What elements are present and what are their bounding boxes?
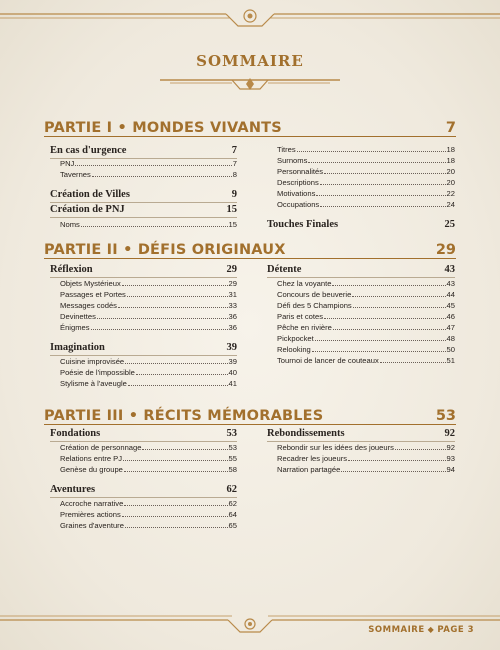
entry-label: Pêche en rivière (277, 323, 332, 332)
leader-dots (324, 318, 446, 319)
leader-dots (353, 307, 446, 308)
entry-label: Devinettes (60, 312, 96, 321)
section-page: 53 (226, 428, 237, 439)
section-rule (50, 202, 237, 203)
part-heading (44, 402, 456, 425)
leader-dots (348, 460, 445, 461)
entry-label: Occupations (277, 200, 320, 209)
entry-page: 45 (446, 301, 455, 310)
leader-dots (122, 285, 228, 286)
section-title: Touches Finales (267, 219, 339, 230)
entry-page: 44 (446, 290, 455, 299)
entry-page: 15 (228, 220, 237, 229)
entry-page: 20 (446, 178, 455, 187)
leader-dots (315, 340, 446, 341)
entry-label: Recadrer les joueurs (277, 454, 348, 463)
section-page: 15 (226, 204, 237, 215)
toc-entry (60, 310, 237, 321)
leader-dots (320, 184, 446, 185)
entry-label: Cuisine improvisée (60, 357, 125, 366)
toc-entry (277, 198, 455, 209)
entry-label: Premières actions (60, 510, 121, 519)
entry-label: Énigmes (60, 323, 90, 332)
entry-label: Tournoi de lancer de couteaux (277, 356, 379, 365)
leader-dots (352, 296, 445, 297)
leader-dots (124, 505, 227, 506)
entry-label: Accroche narrative (60, 499, 124, 508)
leader-dots (92, 176, 232, 177)
toc-entry (277, 343, 455, 354)
toc-entry (277, 441, 455, 452)
entry-label: Stylisme à l'aveugle (60, 379, 127, 388)
entry-label: Motivations (277, 189, 316, 198)
section-title: Détente (267, 264, 302, 275)
entry-label: Paris et cotes (277, 312, 324, 321)
toc-entry (60, 519, 237, 530)
entry-label: Passages et Portes (60, 290, 126, 299)
entry-page: 58 (228, 465, 237, 474)
toc-entry (60, 366, 237, 377)
toc-entry (277, 154, 455, 165)
entry-label: Tavernes (60, 170, 91, 179)
toc-entry (277, 452, 455, 463)
section-page: 39 (226, 342, 237, 353)
entry-label: Genèse du groupe (60, 465, 123, 474)
leader-dots (332, 285, 445, 286)
toc-section (50, 264, 237, 278)
entry-label: Narration partagée (277, 465, 341, 474)
entry-page: 40 (228, 368, 237, 377)
entry-page: 65 (228, 521, 237, 530)
part-title: PARTIE I • MONDES VIVANTS (44, 120, 282, 136)
toc-entry (277, 176, 455, 187)
entry-label: Concours de beuverie (277, 290, 352, 299)
toc-entry (277, 354, 455, 365)
toc-entry (277, 463, 455, 474)
entry-page: 92 (446, 443, 455, 452)
section-title: Réflexion (50, 264, 93, 275)
entry-page: 46 (446, 312, 455, 321)
toc-entry (60, 508, 237, 519)
section-page: 62 (226, 484, 237, 495)
leader-dots (122, 516, 228, 517)
entry-label: Défi des 5 Champions (277, 301, 352, 310)
entry-label: Surnoms (277, 156, 308, 165)
section-title: Aventures (50, 484, 96, 495)
leader-dots (125, 527, 228, 528)
toc-entry (60, 157, 237, 168)
toc-section (50, 189, 237, 203)
leader-dots (380, 362, 446, 363)
entry-label: Messages codés (60, 301, 117, 310)
part-page: 7 (445, 120, 456, 136)
leader-dots (333, 329, 446, 330)
toc-entry (60, 452, 237, 463)
entry-label: Pickpocket (277, 334, 314, 343)
toc-entry (60, 321, 237, 332)
toc-section (50, 484, 237, 498)
leader-dots (297, 151, 446, 152)
entry-page: 41 (228, 379, 237, 388)
section-title: Rebondissements (267, 428, 345, 439)
leader-dots (81, 226, 228, 227)
page-footer (368, 625, 474, 635)
entry-label: Noms (60, 220, 80, 229)
entry-page: 36 (228, 323, 237, 332)
entry-page: 47 (446, 323, 455, 332)
leader-dots (128, 385, 228, 386)
entry-page: 39 (228, 357, 237, 366)
toc-section (50, 204, 237, 218)
title-ornament-icon (160, 72, 340, 96)
part-page: 29 (435, 242, 456, 258)
section-page: 7 (231, 145, 237, 156)
leader-dots (308, 162, 445, 163)
toc-entry (60, 441, 237, 452)
toc-entry (60, 218, 237, 229)
leader-dots (395, 449, 446, 450)
leader-dots (316, 195, 445, 196)
leader-dots (142, 449, 227, 450)
section-title: Création de PNJ (50, 204, 125, 215)
toc-section (267, 219, 455, 233)
entry-page: 8 (232, 170, 237, 179)
leader-dots (97, 318, 228, 319)
entry-label: PNJ (60, 159, 75, 168)
toc-entry (277, 165, 455, 176)
section-title: Imagination (50, 342, 105, 353)
entry-page: 29 (228, 279, 237, 288)
leader-dots (75, 165, 231, 166)
entry-label: Création de personnage (60, 443, 142, 452)
part-title: PARTIE III • RÉCITS MÉMORABLES (44, 408, 324, 424)
part-heading (44, 114, 456, 137)
section-page: 25 (444, 219, 455, 230)
toc-entry (60, 497, 237, 508)
section-title: En cas d'urgence (50, 145, 127, 156)
diamond-icon: ◆ (427, 625, 435, 634)
leader-dots (341, 471, 445, 472)
toc-entry (60, 277, 237, 288)
entry-label: Personnalités (277, 167, 324, 176)
entry-page: 22 (446, 189, 455, 198)
entry-label: Poésie de l'impossible (60, 368, 135, 377)
entry-page: 62 (228, 499, 237, 508)
top-ornament-icon (0, 0, 500, 40)
entry-page: 64 (228, 510, 237, 519)
footer-page: PAGE 3 (437, 625, 474, 635)
entry-page: 93 (446, 454, 455, 463)
entry-page: 18 (446, 156, 455, 165)
part-heading (44, 236, 456, 259)
entry-label: Titres (277, 145, 296, 154)
entry-page: 18 (446, 145, 455, 154)
entry-label: Objets Mystérieux (60, 279, 121, 288)
section-page: 9 (231, 189, 237, 200)
entry-page: 36 (228, 312, 237, 321)
leader-dots (324, 173, 446, 174)
toc-section (267, 428, 455, 442)
leader-dots (312, 351, 446, 352)
entry-page: 53 (228, 443, 237, 452)
toc-section (50, 342, 237, 356)
toc-entry (277, 299, 455, 310)
toc-entry (60, 299, 237, 310)
toc-entry (277, 332, 455, 343)
section-page: 43 (444, 264, 455, 275)
leader-dots (118, 307, 228, 308)
footer-label: SOMMAIRE (368, 625, 425, 635)
entry-page: 94 (446, 465, 455, 474)
entry-page: 48 (446, 334, 455, 343)
entry-label: Relooking (277, 345, 311, 354)
entry-label: Graines d'aventure (60, 521, 124, 530)
entry-page: 51 (446, 356, 455, 365)
section-title: Fondations (50, 428, 101, 439)
leader-dots (320, 206, 445, 207)
toc-section (50, 428, 237, 442)
toc-entry (60, 168, 237, 179)
entry-label: Descriptions (277, 178, 319, 187)
leader-dots (91, 329, 228, 330)
leader-dots (125, 363, 227, 364)
leader-dots (127, 296, 228, 297)
toc-entry (277, 321, 455, 332)
entry-page: 20 (446, 167, 455, 176)
section-page: 92 (444, 428, 455, 439)
entry-page: 31 (228, 290, 237, 299)
toc-entry (277, 143, 455, 154)
section-title: Création de Villes (50, 189, 130, 200)
part-title: PARTIE II • DÉFIS ORIGINAUX (44, 242, 286, 258)
entry-page: 7 (232, 159, 237, 168)
toc-entry (277, 310, 455, 321)
entry-page: 55 (228, 454, 237, 463)
entry-label: Chez la voyante (277, 279, 332, 288)
leader-dots (136, 374, 228, 375)
entry-label: Rebondir sur les idées des joueurs (277, 443, 394, 452)
toc-section (267, 264, 455, 278)
page-title: SOMMAIRE (196, 52, 304, 70)
leader-dots (123, 460, 227, 461)
toc-entry (60, 288, 237, 299)
toc-entry (60, 463, 237, 474)
entry-page: 24 (446, 200, 455, 209)
toc-entry (60, 377, 237, 388)
entry-label: Relations entre PJ (60, 454, 123, 463)
entry-page: 33 (228, 301, 237, 310)
entry-page: 50 (446, 345, 455, 354)
entry-page: 43 (446, 279, 455, 288)
toc-entry (277, 187, 455, 198)
toc-entry (277, 277, 455, 288)
leader-dots (124, 471, 228, 472)
part-page: 53 (435, 408, 456, 424)
toc-entry (277, 288, 455, 299)
toc-entry (60, 355, 237, 366)
section-page: 29 (226, 264, 237, 275)
